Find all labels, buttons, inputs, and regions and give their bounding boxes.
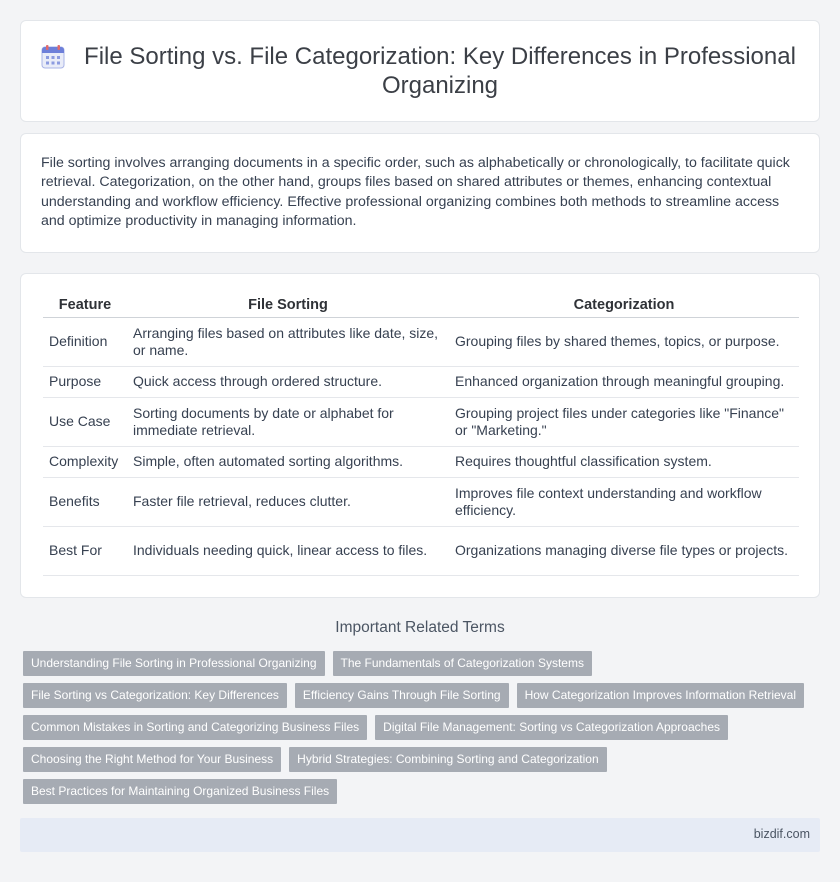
- header-file-sorting: File Sorting: [127, 292, 449, 318]
- comparison-table: [43, 292, 799, 576]
- categorization-cell: Enhanced organization through meaningful grouping.: [449, 367, 799, 398]
- related-term-tag[interactable]: Hybrid Strategies: Combining Sorting and Categorization: [289, 747, 607, 772]
- sorting-cell: Faster file retrieval, reduces clutter.: [127, 478, 449, 527]
- footer-site-link[interactable]: bizdif.com: [753, 827, 810, 841]
- table-row: [43, 527, 799, 576]
- table-row: [43, 398, 799, 447]
- comparison-card: [20, 273, 820, 598]
- feature-cell: Benefits: [43, 478, 127, 527]
- page-title: File Sorting vs. File Categorization: Key Differences in Professional Organizing: [84, 43, 796, 99]
- sorting-cell: Quick access through ordered structure.: [127, 367, 449, 398]
- header-feature: Feature: [43, 292, 127, 318]
- table-row: [43, 318, 799, 367]
- footer: [20, 818, 820, 852]
- sorting-cell: Arranging files based on attributes like date, size, or name.: [127, 318, 449, 367]
- table-header-row: [43, 292, 799, 318]
- sorting-cell: Sorting documents by date or alphabet for immediate retrieval.: [127, 398, 449, 447]
- intro-paragraph: File sorting involves arranging documents in a specific order, such as alphabetically or chronologically, to facilitate quick retrieval. Categorization, on the other hand, groups files based on shared attributes or themes, enhancing contextual understanding and workflow efficiency. Effective professional organizing combines both methods to streamline access and optimize productivity in managing information.: [41, 155, 790, 229]
- related-term-tag[interactable]: Common Mistakes in Sorting and Categorizing Business Files: [23, 715, 367, 740]
- title-wrap: [40, 42, 800, 100]
- table-row: [43, 478, 799, 527]
- related-term-tag[interactable]: The Fundamentals of Categorization Systems: [333, 651, 592, 676]
- related-term-tag[interactable]: Best Practices for Maintaining Organized Business Files: [23, 779, 337, 804]
- header-categorization: Categorization: [449, 292, 799, 318]
- feature-cell: Use Case: [43, 398, 127, 447]
- related-terms-list: [23, 651, 819, 811]
- related-term-tag[interactable]: Digital File Management: Sorting vs Categorization Approaches: [375, 715, 728, 740]
- categorization-cell: Organizations managing diverse file types or projects.: [449, 527, 799, 576]
- related-terms-heading: Important Related Terms: [335, 619, 505, 636]
- related-term-tag[interactable]: Understanding File Sorting in Professional Organizing: [23, 651, 325, 676]
- categorization-cell: Improves file context understanding and workflow efficiency.: [449, 478, 799, 527]
- sorting-cell: Individuals needing quick, linear access to files.: [127, 527, 449, 576]
- categorization-cell: Grouping files by shared themes, topics, or purpose.: [449, 318, 799, 367]
- feature-cell: Purpose: [43, 367, 127, 398]
- table-row: [43, 367, 799, 398]
- related-term-tag[interactable]: How Categorization Improves Information Retrieval: [517, 683, 804, 708]
- tag-row: [23, 651, 819, 676]
- categorization-cell: Grouping project files under categories like "Finance" or "Marketing.": [449, 398, 799, 447]
- tag-row: [23, 683, 819, 708]
- sorting-cell: Simple, often automated sorting algorithms.: [127, 447, 449, 478]
- feature-cell: Definition: [43, 318, 127, 367]
- feature-cell: Best For: [43, 527, 127, 576]
- calendar-icon: [40, 44, 66, 70]
- related-term-tag[interactable]: Efficiency Gains Through File Sorting: [295, 683, 509, 708]
- related-term-tag[interactable]: Choosing the Right Method for Your Business: [23, 747, 281, 772]
- title-card: [20, 20, 820, 122]
- table-row: [43, 447, 799, 478]
- related-term-tag[interactable]: File Sorting vs Categorization: Key Differences: [23, 683, 287, 708]
- feature-cell: Complexity: [43, 447, 127, 478]
- tag-row: [23, 715, 819, 740]
- tag-row: [23, 747, 819, 772]
- intro-card: [20, 133, 820, 253]
- categorization-cell: Requires thoughtful classification system.: [449, 447, 799, 478]
- tag-row: [23, 779, 819, 804]
